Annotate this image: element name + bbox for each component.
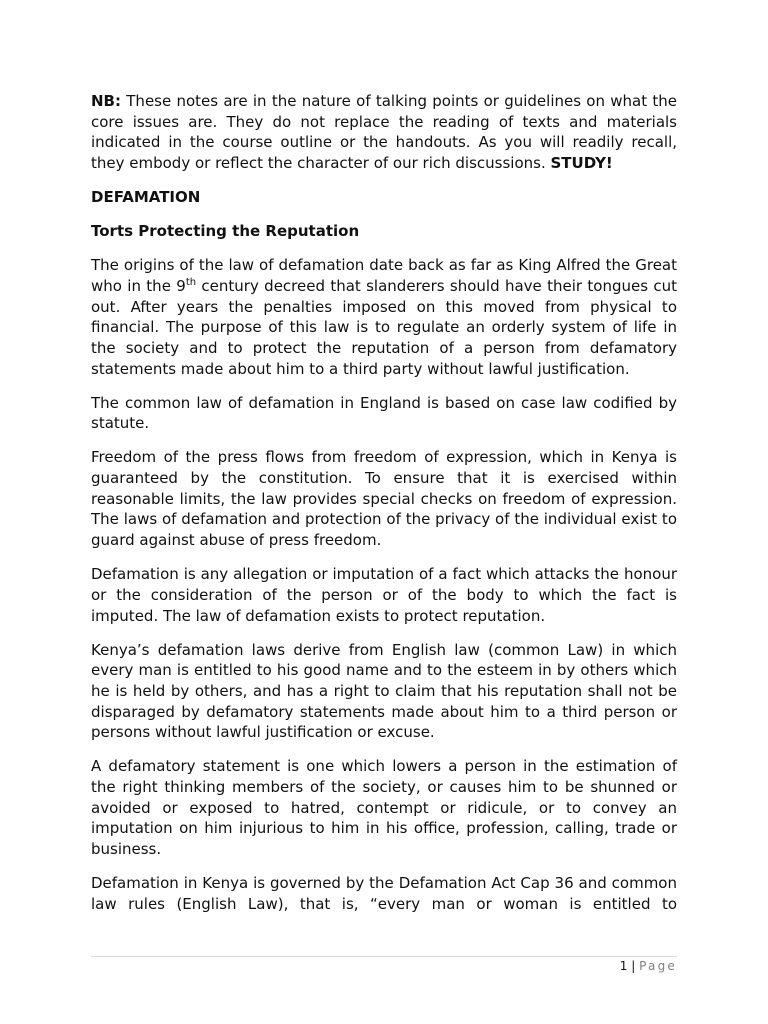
section-subheading: Torts Protecting the Reputation [91, 222, 360, 241]
origins-paragraph [91, 255, 677, 379]
section-heading: DEFAMATION [91, 188, 201, 207]
nb-label: NB: [91, 92, 121, 110]
page-separator: | [631, 959, 636, 973]
page-footer [620, 958, 677, 974]
origins-text-end: century decreed that slanderers should have their tongues cut out. After years the penalties imposed on this moved from physical to financial. The purpose of this law is to regulate an orderly system of life in the society and to protect the reputation of a person from defamatory statements made about him to a third party without lawful justification. [91, 276, 678, 378]
origins-text-start: The origins of the law of defamation date back as far as King Alfred the Great who in the 9 [91, 256, 677, 295]
nb-paragraph [91, 91, 677, 174]
ordinal-superscript: th [185, 276, 197, 288]
defamation-act-paragraph: Defamation in Kenya is governed by the Defamation Act Cap 36 and common law rules (English Law), that is, “every man or woman is entitled to [91, 874, 677, 913]
study-emphasis: STUDY! [550, 154, 613, 173]
page-label: Page [639, 959, 677, 973]
kenya-law-paragraph: Kenya’s defamation laws derive from English law (common Law) in which every man is entitled to his good name and to the esteem in by others which he is held by others, and has a right to claim that his reputation shall not be disparaged by defamatory statements made about him to a third person or persons without lawful justification or excuse. [91, 640, 677, 742]
definition-paragraph: Defamation is any allegation or imputation of a fact which attacks the honour or the consideration of the person or of the body to which the fact is imputed. The law of defamation exists to protect reputation. [91, 565, 677, 625]
page-number: 1 [619, 959, 628, 973]
defamatory-statement-paragraph: A defamatory statement is one which lowers a person in the estimation of the right thinking members of the society, or causes him to be shunned or avoided or exposed to hatred, contempt or ridicule, or to convey an imputation on him injurious to him in his office, profession, calling, trade or business. [91, 757, 677, 859]
nb-text: These notes are in the nature of talking points or guidelines on what the core issues are. They do not replace the reading of texts and materials indicated in the course outline or the handouts. As you will readily recall, they embody or reflect the character of our rich discussions. [91, 92, 677, 173]
press-freedom-paragraph: Freedom of the press flows from freedom of expression, which in Kenya is guaranteed by the constitution. To ensure that it is exercised within reasonable limits, the law provides special checks on freedom of expression. The laws of defamation and protection of the privacy of the individual exist to guard against abuse of press freedom. [91, 448, 677, 550]
document-body [91, 91, 677, 928]
common-law-paragraph: The common law of defamation in England is based on case law codified by statute. [91, 393, 677, 433]
footer-divider [91, 956, 677, 957]
